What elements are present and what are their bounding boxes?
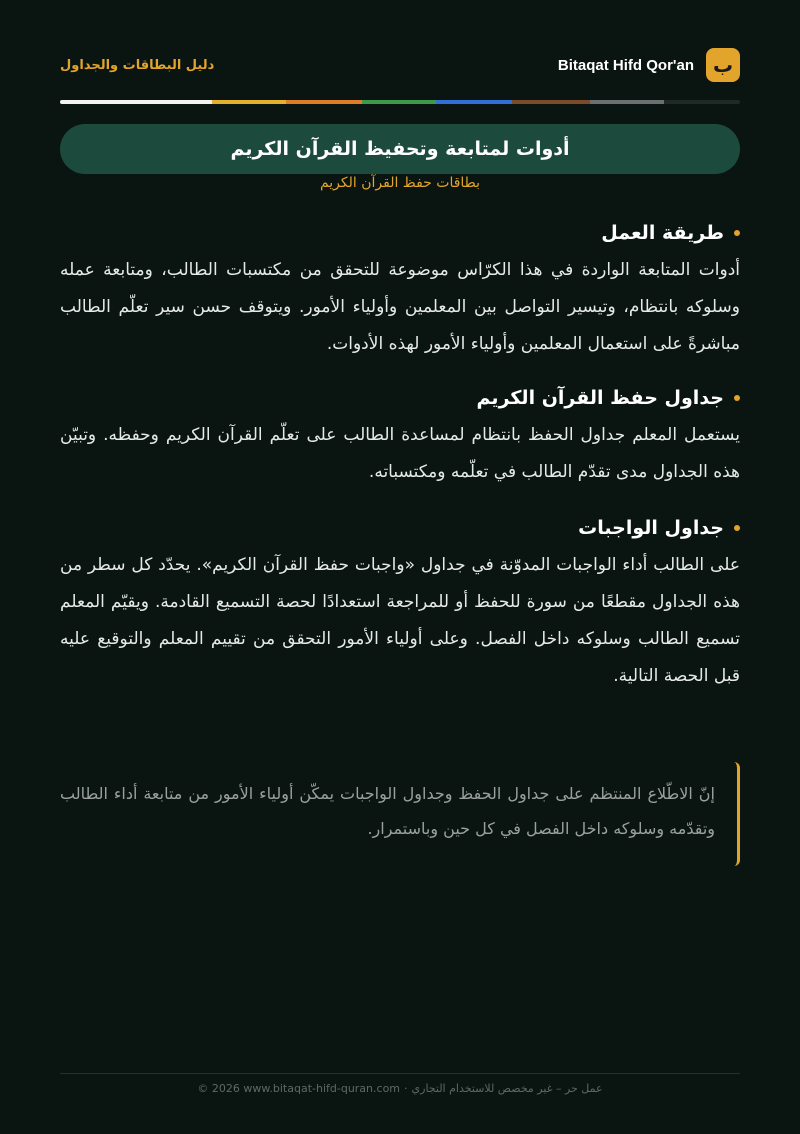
guide-title: دليل البطاقات والجداول (60, 58, 215, 73)
color-bar (60, 100, 740, 104)
section-homework-tables (60, 517, 740, 695)
bullet-icon (734, 230, 740, 236)
brand (558, 48, 740, 82)
footer: عمل حر – غير مخصص للاستخدام التجاري·© 2026 www.bitaqat-hifd-quran.com (197, 1082, 603, 1095)
section-body: أدوات المتابعة الواردة في هذا الكرّاس موضوعة للتحقق من مكتسبات الطالب، ومتابعة عمله وسلوكه بانتظام، وتيسير التواصل بين المعلمين وأولياء الأمور. ويتوقف حسن سير تعلّم الطالب مباشرةً على استعمال المعلمين وأولياء الأمور لهذه الأدوات. (60, 260, 740, 354)
color-bar-segment (362, 100, 436, 104)
sections (60, 222, 740, 717)
color-bar-segment (436, 100, 512, 104)
page (60, 0, 740, 1134)
brand-name: Bitaqat Hifd Qor'an (557, 56, 694, 74)
section-heading (60, 517, 740, 539)
color-bar-segment (60, 100, 212, 104)
bullet-icon (734, 395, 740, 401)
logo-icon: ب (706, 48, 740, 82)
color-bar-segment (512, 100, 590, 104)
section-heading-text: جداول الواجبات (578, 517, 724, 539)
quote-box (60, 762, 740, 866)
section-body: على الطالب أداء الواجبات المدوّنة في جداول «واجبات حفظ القرآن الكريم». يحدّد كل سطر من هذه الجداول مقطعًا من سورة للحفظ أو للمراجعة استعدادًا لحصة التسميع القادمة. ويقيّم المعلم تسميع الطالب وسلوكه داخل الفصل. وعلى أولياء الأمور التحقق من تقييم المعلم والتوقيع عليه قبل الحصة التالية. (60, 555, 740, 686)
footer-note: عمل حر – غير مخصص للاستخدام التجاري (411, 1082, 603, 1095)
section-body: يستعمل المعلم جداول الحفظ بانتظام لمساعدة الطالب على تعلّم القرآن الكريم وحفظه. وتبيّن هذه الجداول مدى تقدّم الطالب في تعلّمه ومكتسباته. (60, 425, 740, 482)
page-title: أدوات لمتابعة وتحفيظ القرآن الكريم (230, 138, 570, 160)
color-bar-segment (212, 100, 286, 104)
section-method (60, 222, 740, 363)
section-heading (60, 387, 740, 409)
bullet-icon (734, 525, 740, 531)
color-bar-segment (664, 100, 740, 104)
section-heading-text: طريقة العمل (601, 222, 724, 244)
page-subtitle: بطاقات حفظ القرآن الكريم (319, 175, 481, 191)
footer-copyright: © 2026 www.bitaqat-hifd-quran.com (197, 1082, 401, 1095)
section-heading-text: جداول حفظ القرآن الكريم (476, 387, 724, 409)
section-heading (60, 222, 740, 244)
section-memorization-tables (60, 387, 740, 491)
quote-text: إنّ الاطّلاع المنتظم على جداول الحفظ وجداول الواجبات يمكّن أولياء الأمور من متابعة أداء الطالب وتقدّمه وسلوكه داخل الفصل في كل حين وباستمرار. (60, 784, 715, 838)
title-banner (60, 124, 740, 174)
color-bar-segment (590, 100, 664, 104)
color-bar-segment (286, 100, 362, 104)
header (60, 48, 740, 84)
footer-divider (60, 1073, 740, 1074)
